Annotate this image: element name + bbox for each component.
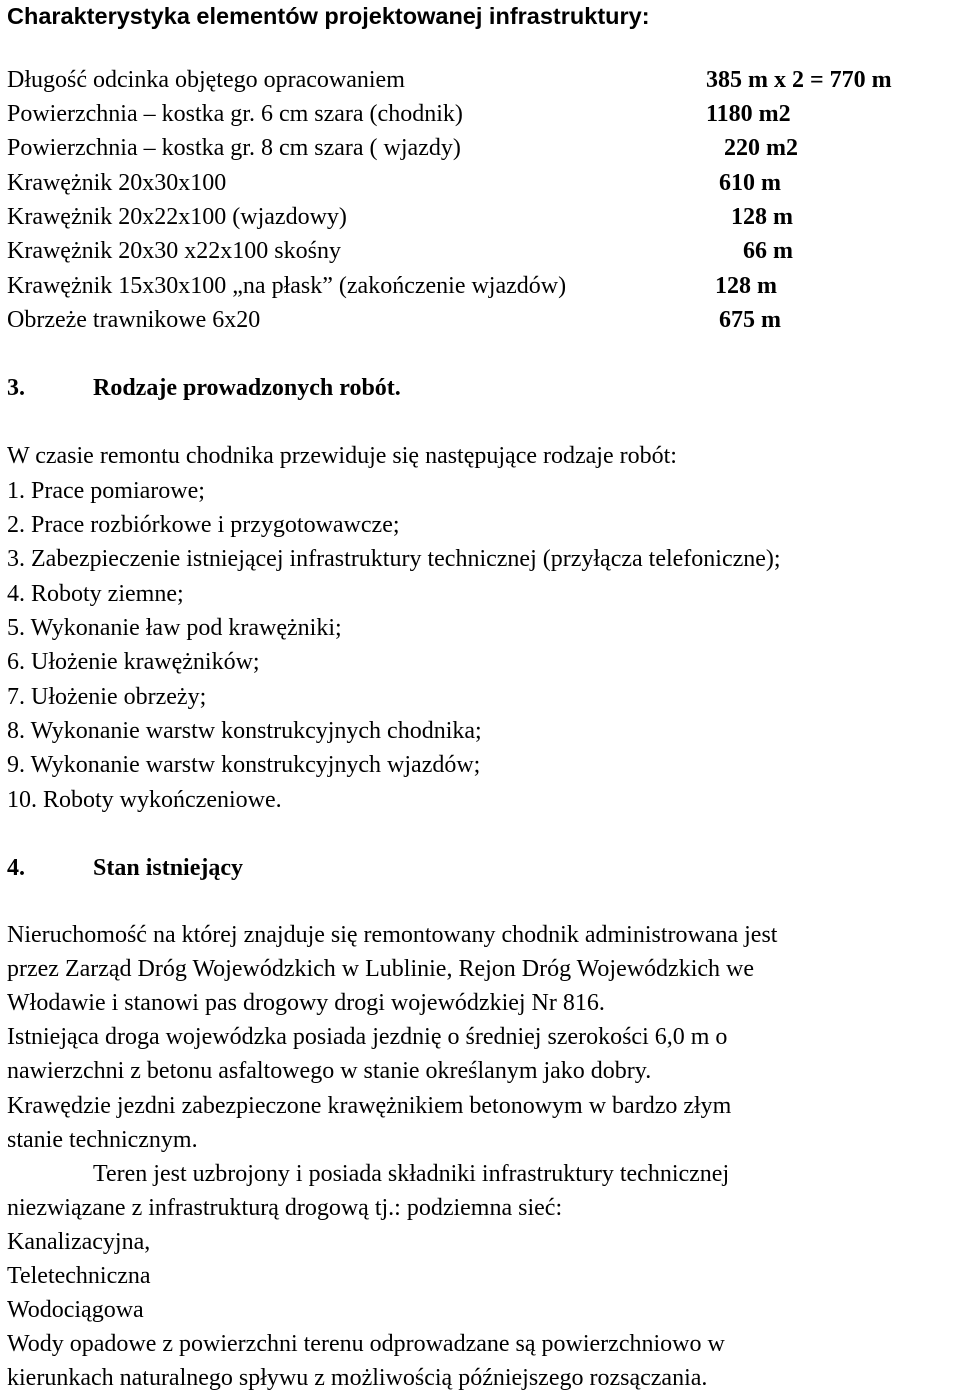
paragraph-line: Istniejąca droga wojewódzka posiada jezdnię o średniej szerokości 6,0 m o [7, 1024, 728, 1050]
paragraph-line: Krawędzie jezdni zabezpieczone krawężnikiem betonowym w bardzo złym [7, 1093, 732, 1119]
section-number: 3. [7, 375, 25, 401]
list-item: 2. Prace rozbiórkowe i przygotowawcze; [7, 512, 400, 538]
spec-value: 610 m [719, 170, 781, 196]
section-4-heading [7, 854, 243, 882]
paragraph-line: stanie technicznym. [7, 1127, 198, 1153]
paragraph-line: nawierzchni z betonu asfaltowego w stanie określanym jako dobry. [7, 1058, 652, 1084]
spec-value: 675 m [719, 307, 781, 333]
spec-label: Krawężnik 20x30 x22x100 skośny [7, 238, 341, 264]
spec-label: Długość odcinka objętego opracowaniem [7, 67, 405, 93]
list-item: 4. Roboty ziemne; [7, 581, 184, 607]
spec-value: 128 m [715, 273, 777, 299]
paragraph-line: Kanalizacyjna, [7, 1229, 151, 1255]
paragraph-line: kierunkach naturalnego spływu z możliwością późniejszego rozsączania. [7, 1365, 708, 1391]
paragraph-line: Nieruchomość na której znajduje się remontowany chodnik administrowana jest [7, 922, 778, 948]
list-item: 3. Zabezpieczenie istniejącej infrastruktury technicznej (przyłącza telefoniczne); [7, 546, 781, 572]
spec-value: 220 m2 [724, 135, 798, 161]
list-item: 7. Ułożenie obrzeży; [7, 684, 207, 710]
section-title: Rodzaje prowadzonych robót. [93, 375, 401, 401]
spec-label: Powierzchnia – kostka gr. 6 cm szara (chodnik) [7, 101, 463, 127]
paragraph-line: Teren jest uzbrojony i posiada składniki infrastruktury technicznej [93, 1161, 730, 1187]
paragraph-line: Teletechniczna [7, 1263, 151, 1289]
document-title: Charakterystyka elementów projektowanej infrastruktury: [7, 3, 650, 29]
list-item: 5. Wykonanie ław pod krawężniki; [7, 615, 342, 641]
spec-label: Krawężnik 20x22x100 (wjazdowy) [7, 204, 347, 230]
section-3-heading [7, 374, 401, 402]
spec-value: 1180 m2 [706, 101, 791, 127]
paragraph-line: Wody opadowe z powierzchni terenu odprowadzane są powierzchniowo w [7, 1331, 725, 1357]
section-number: 4. [7, 855, 25, 881]
list-item: 1. Prace pomiarowe; [7, 478, 205, 504]
list-item: 9. Wykonanie warstw konstrukcyjnych wjazdów; [7, 752, 481, 778]
spec-value: 128 m [731, 204, 793, 230]
section-3-intro: W czasie remontu chodnika przewiduje się następujące rodzaje robót: [7, 443, 677, 469]
paragraph-line: Włodawie i stanowi pas drogowy drogi wojewódzkiej Nr 816. [7, 990, 605, 1016]
spec-label: Powierzchnia – kostka gr. 8 cm szara ( wjazdy) [7, 135, 461, 161]
list-item: 8. Wykonanie warstw konstrukcyjnych chodnika; [7, 718, 482, 744]
paragraph-line: Wodociągowa [7, 1297, 144, 1323]
paragraph-line: przez Zarząd Dróg Wojewódzkich w Lublinie, Rejon Dróg Wojewódzkich we [7, 956, 755, 982]
spec-label: Krawężnik 15x30x100 „na płask” (zakończenie wjazdów) [7, 273, 567, 299]
list-item: 6. Ułożenie krawężników; [7, 649, 260, 675]
spec-value: 66 m [743, 238, 793, 264]
spec-label: Obrzeże trawnikowe 6x20 [7, 307, 261, 333]
spec-value: 385 m x 2 = 770 m [706, 67, 892, 93]
section-title: Stan istniejący [93, 855, 243, 881]
list-item: 10. Roboty wykończeniowe. [7, 787, 282, 813]
spec-label: Krawężnik 20x30x100 [7, 170, 227, 196]
paragraph-line: niezwiązane z infrastrukturą drogową tj.: podziemna sieć: [7, 1195, 563, 1221]
